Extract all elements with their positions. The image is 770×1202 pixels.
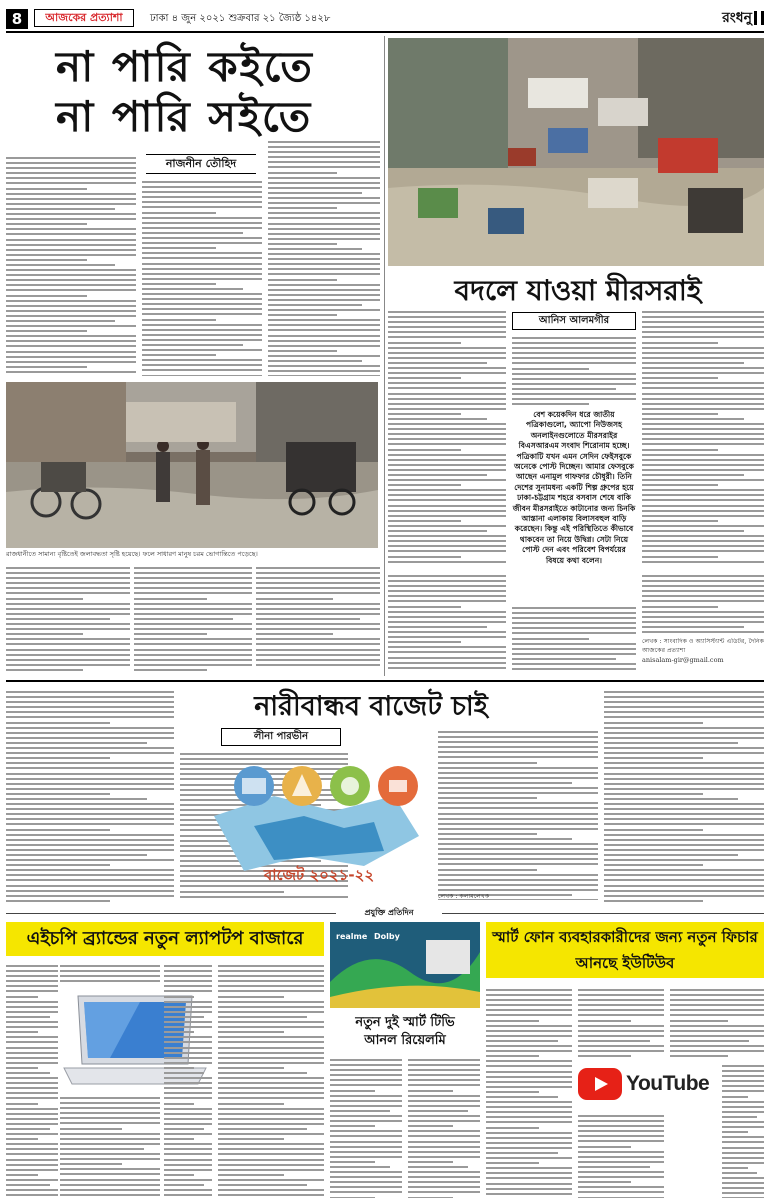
author-email: anisalam-gir@gmail.com bbox=[642, 656, 724, 664]
tech-rule-left bbox=[6, 913, 336, 914]
youtube-col-2-low bbox=[578, 1112, 664, 1198]
tech-section-label: প্রযুক্তি প্রতিদিন bbox=[364, 908, 414, 917]
mirsarai-col-2-low bbox=[512, 604, 636, 672]
headline-realme bbox=[330, 1014, 480, 1050]
author-note-2: লেখক : সাংবাদিক ও অ্যাসিস্ট্যান্ট এডিটর, দৈনিক আজকের প্রত্যাশা bbox=[642, 638, 764, 654]
headline-realme-line-2: আনল রিয়েলমি bbox=[364, 1033, 446, 1048]
body-col-2 bbox=[142, 178, 262, 376]
page-number: 8 bbox=[6, 9, 28, 29]
headline-hp: এইচপি ব্র্যান্ডের নতুন ল্যাপটপ বাজারে bbox=[6, 922, 324, 956]
hp-col-1 bbox=[6, 962, 58, 1198]
youtube-logo bbox=[578, 1062, 718, 1106]
budget-graphic-label: বাজেট ২০২১-২২ bbox=[263, 866, 375, 884]
traffic-flood-illustration bbox=[388, 38, 764, 266]
column-divider bbox=[384, 36, 385, 676]
pullquote: বেশ কয়েকদিন ধরে জাতীয় পত্রিকাগুলো, অ্যাপো নিউজসহ অনলাইনগুলোতে মীরসরাইর বিএসআরএম সংবাদ শিরোনাম হচ্ছে। পত্রিকাটি যখন এমন সেদিন ফেইসবুকে অনেকে পোস্ট দিচ্ছেন। আমার ফেসবুকে আছেন এনামুল গাফফার চৌধুরী। তিনি দেশের সুনামধন্য একটি শিল্প গ্রুপের হয়ে ঢাকা-চট্টগ্রাম শহরে বসবাস শেষে বাকি জীবন মীরসরাইতে কাটানোর জন্য চিনকি আস্তানা এলাকায় বিলাসবহুল বাড়ি করেছেন। কিন্তু এই পরিস্থিতিতে কীভাবে থাকবেন তা নিয়ে উদ্বিগ্ন। সেটা নিয়ে পোস্ট দেন এবং পরিবেশ বিপর্যয়ের বিষয়ে কথা বলেন। bbox=[512, 410, 636, 565]
youtube-wordmark: YouTube bbox=[626, 1072, 710, 1095]
budget-col-3 bbox=[438, 728, 598, 900]
realme-tv-article bbox=[330, 922, 480, 1198]
budget-col-4 bbox=[604, 688, 764, 902]
tv-badge-label: Dolby bbox=[374, 932, 400, 941]
realme-col-1 bbox=[330, 1056, 402, 1198]
headline-1 bbox=[56, 42, 376, 142]
hp-col-3 bbox=[164, 962, 212, 1198]
youtube-col-3-low bbox=[722, 1062, 764, 1198]
article-na-pari bbox=[6, 36, 381, 676]
paper-name: আজকের প্রত্যাশা bbox=[34, 9, 134, 27]
dateline: ঢাকা ৪ জুন ২০২১ শুক্রবার ২১ জ্যৈষ্ঠ ১৪২৮ bbox=[150, 13, 331, 24]
flooded-street-illustration bbox=[6, 382, 378, 548]
body-col-6 bbox=[256, 564, 380, 672]
budget-graphic bbox=[184, 756, 434, 892]
author-note-3: লেখক : কলামলেখক bbox=[438, 893, 490, 900]
realme-col-2 bbox=[408, 1056, 480, 1198]
byline-1: নাজনীন তৌহিদ bbox=[146, 154, 256, 174]
body-col-4 bbox=[6, 564, 130, 672]
youtube-col-1 bbox=[486, 986, 572, 1198]
masthead bbox=[0, 0, 770, 34]
mirsarai-col-3-low bbox=[642, 572, 764, 634]
mirsarai-col-2-top bbox=[512, 334, 636, 406]
hp-col-4 bbox=[218, 962, 324, 1198]
hp-col-2 bbox=[60, 962, 160, 990]
body-col-3 bbox=[268, 138, 380, 376]
article-budget bbox=[6, 686, 764, 904]
realme-tv-image bbox=[330, 922, 480, 1008]
photo-caption-1: রাজধানীতে সামান্য বৃষ্টিতেই জলাবদ্ধতা সৃষ্টি হয়েছে। ফলে সাধারণ মানুষ চরম ভোগান্তিতে পড়েছে। bbox=[6, 550, 258, 558]
mirsarai-col-3 bbox=[642, 308, 764, 566]
section-title: রংধনু bbox=[722, 10, 752, 26]
article-mirsarai bbox=[388, 36, 764, 676]
tv-brand-label: realme bbox=[336, 932, 368, 941]
headline-youtube: স্মার্ট ফোন ব্যবহারকারীদের জন্য নতুন ফিচার আনছে ইউটিউব bbox=[486, 922, 764, 978]
hp-laptop-article bbox=[6, 922, 324, 1198]
mirsarai-col-1 bbox=[388, 308, 506, 566]
tech-rule-right bbox=[442, 913, 764, 914]
section-rule-1 bbox=[6, 680, 764, 682]
tech-section bbox=[6, 906, 764, 1198]
budget-col-1 bbox=[6, 688, 174, 902]
headline-2: বদলে যাওয়া মীরসরাই bbox=[454, 274, 702, 307]
youtube-article bbox=[486, 922, 764, 1198]
youtube-col-2 bbox=[578, 986, 664, 1058]
mirsarai-col-1-low bbox=[388, 572, 506, 672]
youtube-play-icon bbox=[578, 1068, 622, 1100]
hp-col-2-low bbox=[60, 1094, 160, 1198]
body-col-5 bbox=[134, 564, 252, 672]
headline-line-2: না পারি সইতে bbox=[56, 92, 313, 141]
byline-3: লীনা পারভীন bbox=[221, 728, 341, 746]
byline-2: আনিস আলমগীর bbox=[512, 312, 636, 330]
section-marker-icon bbox=[754, 11, 764, 25]
body-col-1 bbox=[6, 154, 136, 376]
youtube-col-3 bbox=[670, 986, 764, 1058]
headline-3: নারীবান্ধব বাজেট চাই bbox=[254, 691, 488, 722]
headline-line-1: না পারি কইতে bbox=[56, 42, 314, 91]
flooded-street-photo bbox=[6, 382, 378, 548]
headline-realme-line-1: নতুন দুই স্মার্ট টিভি bbox=[355, 1015, 455, 1030]
masthead-rule bbox=[6, 31, 764, 33]
traffic-flood-photo bbox=[388, 38, 764, 266]
